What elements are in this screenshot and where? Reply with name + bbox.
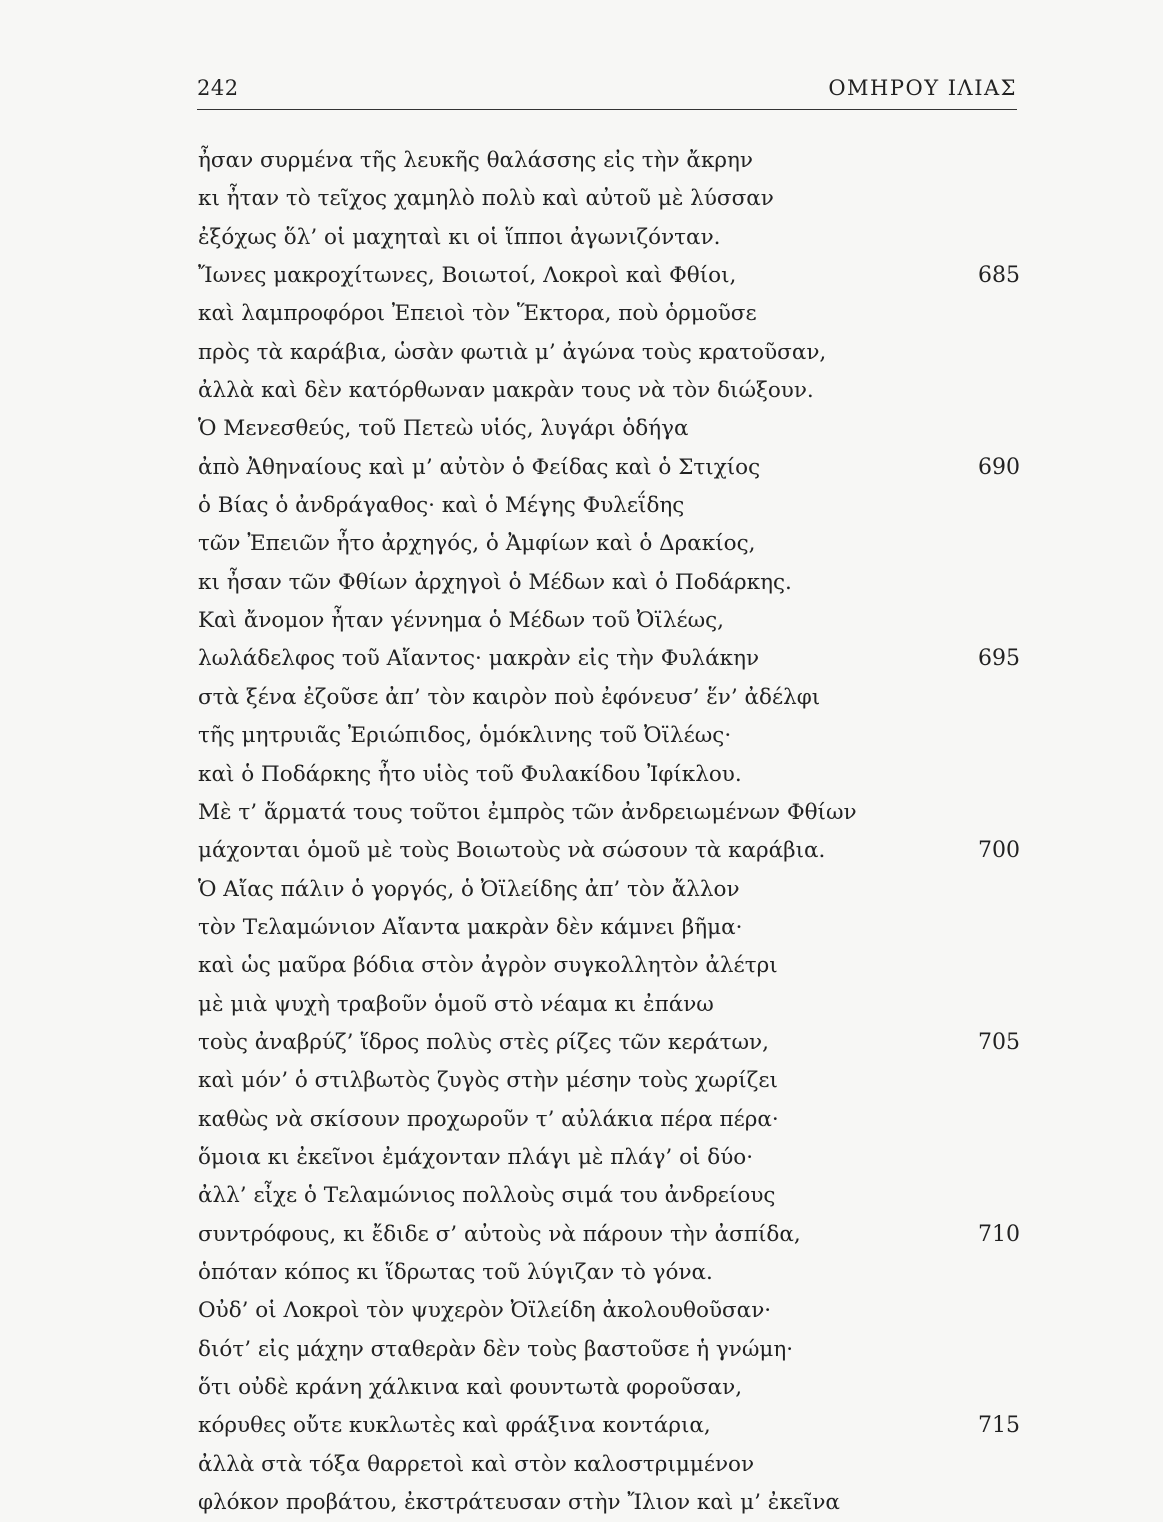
verse-line: [198, 1369, 1028, 1407]
line-number: 710: [978, 1221, 1020, 1247]
verse-text: διότ’ εἰς μάχην σταθερὰν δὲν τοὺς βαστοῦσε ἡ γνώμη·: [198, 1336, 794, 1362]
verse-line: [198, 1216, 1028, 1254]
verse-line: [198, 756, 1028, 794]
verse-line: [198, 1292, 1028, 1330]
page-number: 242: [197, 76, 239, 100]
verse-line: [198, 180, 1028, 218]
verse-text: καὶ μόν’ ὁ στιλβωτὸς ζυγὸς στὴν μέσην τοὺς χωρίζει: [198, 1068, 778, 1094]
verse-text: ὅτι οὐδὲ κράνη χάλκινα καὶ φουντωτὰ φοροῦσαν,: [198, 1375, 743, 1400]
verse-line: [198, 1254, 1028, 1292]
verse-text: καὶ λαμπροφόροι Ἐπειοὶ τὸν Ἕκτορα, ποὺ ὁρμοῦσε: [198, 301, 757, 327]
verse-list: [198, 142, 1028, 1522]
verse-text: τῶν Ἐπειῶν ἦτο ἀρχηγός, ὁ Ἀμφίων καὶ ὁ Δρακίος,: [198, 531, 756, 557]
verse-line: [198, 1446, 1028, 1484]
verse-text: ὅμοια κι ἐκεῖνοι ἐμάχονταν πλάγι μὲ πλάγ’ οἱ δύο·: [198, 1144, 754, 1170]
line-number: 690: [978, 454, 1020, 480]
running-head: [197, 70, 1017, 106]
verse-text: λωλάδελφος τοῦ Αἴαντος· μακρὰν εἰς τὴν Φυλάκην: [198, 646, 760, 672]
verse-text: μὲ μιὰ ψυχὴ τραβοῦν ὁμοῦ στὸ νέαμα κι ἐπάνω: [198, 991, 714, 1017]
verse-text: ἀλλὰ στὰ τόξα θαρρετοὶ καὶ στὸν καλοστριμμένον: [198, 1451, 755, 1477]
verse-line: [198, 219, 1028, 257]
verse-line: [198, 1139, 1028, 1177]
verse-line: [198, 449, 1028, 487]
verse-text: στὰ ξένα ἐζοῦσε ἀπ’ τὸν καιρὸν ποὺ ἐφόνευσ’ ἕν’ ἀδέλφι: [198, 684, 821, 710]
line-number: 695: [978, 646, 1020, 672]
verse-line: [198, 640, 1028, 678]
verse-line: [198, 1062, 1028, 1100]
verse-line: [198, 410, 1028, 448]
line-number: 705: [978, 1029, 1020, 1055]
verse-text: ἀπὸ Ἀθηναίους καὶ μ’ αὐτὸν ὁ Φείδας καὶ ὁ Στιχίος: [198, 454, 761, 480]
verse-text: κι ἦταν τὸ τεῖχος χαμηλὸ πολὺ καὶ αὐτοῦ μὲ λύσσαν: [198, 186, 774, 212]
verse-line: [198, 947, 1028, 985]
verse-text: ἐξόχως ὅλ’ οἱ μαχηταὶ κι οἱ ἵπποι ἀγωνιζόνταν.: [198, 224, 721, 250]
verse-line: [198, 142, 1028, 180]
verse-line: [198, 1407, 1028, 1445]
verse-text: μάχονται ὁμοῦ μὲ τοὺς Βοιωτοὺς νὰ σώσουν τὰ καράβια.: [198, 838, 826, 864]
verse-text: ἀλλ’ εἶχε ὁ Τελαμώνιος πολλοὺς σιμά του ἀνδρείους: [198, 1183, 776, 1209]
verse-line: [198, 525, 1028, 563]
verse-text: καθὼς νὰ σκίσουν προχωροῦν τ’ αὐλάκια πέρα πέρα·: [198, 1106, 779, 1132]
verse-text: Οὐδ’ οἱ Λοκροὶ τὸν ψυχερὸν Ὀϊλείδη ἀκολουθοῦσαν·: [198, 1298, 772, 1324]
line-number: 685: [978, 263, 1020, 289]
verse-line: [198, 295, 1028, 333]
verse-line: [198, 717, 1028, 755]
verse-line: [198, 334, 1028, 372]
verse-line: [198, 909, 1028, 947]
verse-text: φλόκον προβάτου, ἐκστράτευσαν στὴν Ἴλιον καὶ μ’ ἐκεῖνα: [198, 1490, 840, 1516]
verse-line: [198, 986, 1028, 1024]
verse-line: [198, 487, 1028, 525]
verse-line: [198, 679, 1028, 717]
verse-text: καὶ ὁ Ποδάρκης ἦτο υἱὸς τοῦ Φυλακίδου Ἰφίκλου.: [198, 761, 742, 787]
verse-line: [198, 794, 1028, 832]
verse-text: Καὶ ἄνομον ἦταν γέννημα ὁ Μέδων τοῦ Ὀϊλέως,: [198, 608, 725, 634]
verse-line: [198, 564, 1028, 602]
verse-text: συντρόφους, κι ἔδιδε σ’ αὐτοὺς νὰ πάρουν τὴν ἀσπίδα,: [198, 1221, 801, 1247]
verse-text: ἀλλὰ καὶ δὲν κατόρθωναν μακρὰν τους νὰ τὸν διώξουν.: [198, 378, 814, 404]
verse-line: [198, 832, 1028, 870]
verse-text: πρὸς τὰ καράβια, ὡσὰν φωτιὰ μ’ ἀγώνα τοὺς κρατοῦσαν,: [198, 339, 827, 365]
verse-text: Μὲ τ’ ἅρματά τους τοῦτοι ἐμπρὸς τῶν ἀνδρειωμένων Φθίων: [198, 799, 857, 825]
line-number: 700: [978, 838, 1020, 864]
verse-text: καὶ ὡς μαῦρα βόδια στὸν ἀγρὸν συγκολλητὸν ἀλέτρι: [198, 953, 778, 979]
book-title: ΟΜΗΡΟΥ ΙΛΙΑΣ: [828, 76, 1017, 100]
verse-line: [198, 1024, 1028, 1062]
verse-line: [198, 871, 1028, 909]
verse-line: [198, 1484, 1028, 1522]
verse-text: τοὺς ἀναβρύζ’ ἵδρος πολὺς στὲς ρίζες τῶν κεράτων,: [198, 1029, 769, 1055]
verse-text: ὁπόταν κόπος κι ἵδρωτας τοῦ λύγιζαν τὸ γόνα.: [198, 1259, 713, 1285]
verse-text: Ὁ Μενεσθεύς, τοῦ Πετεὼ υἱός, λυγάρι ὁδήγα: [198, 416, 689, 442]
verse-line: [198, 1331, 1028, 1369]
verse-text: τὸν Τελαμώνιον Αἴαντα μακρὰν δὲν κάμνει βῆμα·: [198, 914, 743, 940]
verse-line: [198, 372, 1028, 410]
verse-text: ὁ Βίας ὁ ἀνδράγαθος· καὶ ὁ Μέγης Φυλεΐδης: [198, 493, 685, 519]
header-rule: [197, 109, 1017, 110]
verse-text: Ὁ Αἴας πάλιν ὁ γοργός, ὁ Ὀϊλείδης ἀπ’ τὸν ἄλλον: [198, 876, 740, 902]
verse-line: [198, 257, 1028, 295]
line-number: 715: [978, 1413, 1020, 1439]
verse-text: Ἴωνες μακροχίτωνες, Βοιωτοί, Λοκροὶ καὶ Φθίοι,: [198, 263, 737, 289]
verse-line: [198, 1177, 1028, 1215]
verse-line: [198, 1101, 1028, 1139]
verse-line: [198, 602, 1028, 640]
verse-text: κι ἦσαν τῶν Φθίων ἀρχηγοὶ ὁ Μέδων καὶ ὁ Ποδάρκης.: [198, 569, 792, 595]
verse-text: ἦσαν συρμένα τῆς λευκῆς θαλάσσης εἰς τὴν ἄκρην: [198, 148, 753, 173]
verse-text: κόρυθες οὔτε κυκλωτὲς καὶ φράξινα κοντάρια,: [198, 1413, 711, 1439]
verse-text: τῆς μητρυιᾶς Ἐριώπιδος, ὁμόκλινης τοῦ Ὀϊλέως·: [198, 723, 732, 749]
